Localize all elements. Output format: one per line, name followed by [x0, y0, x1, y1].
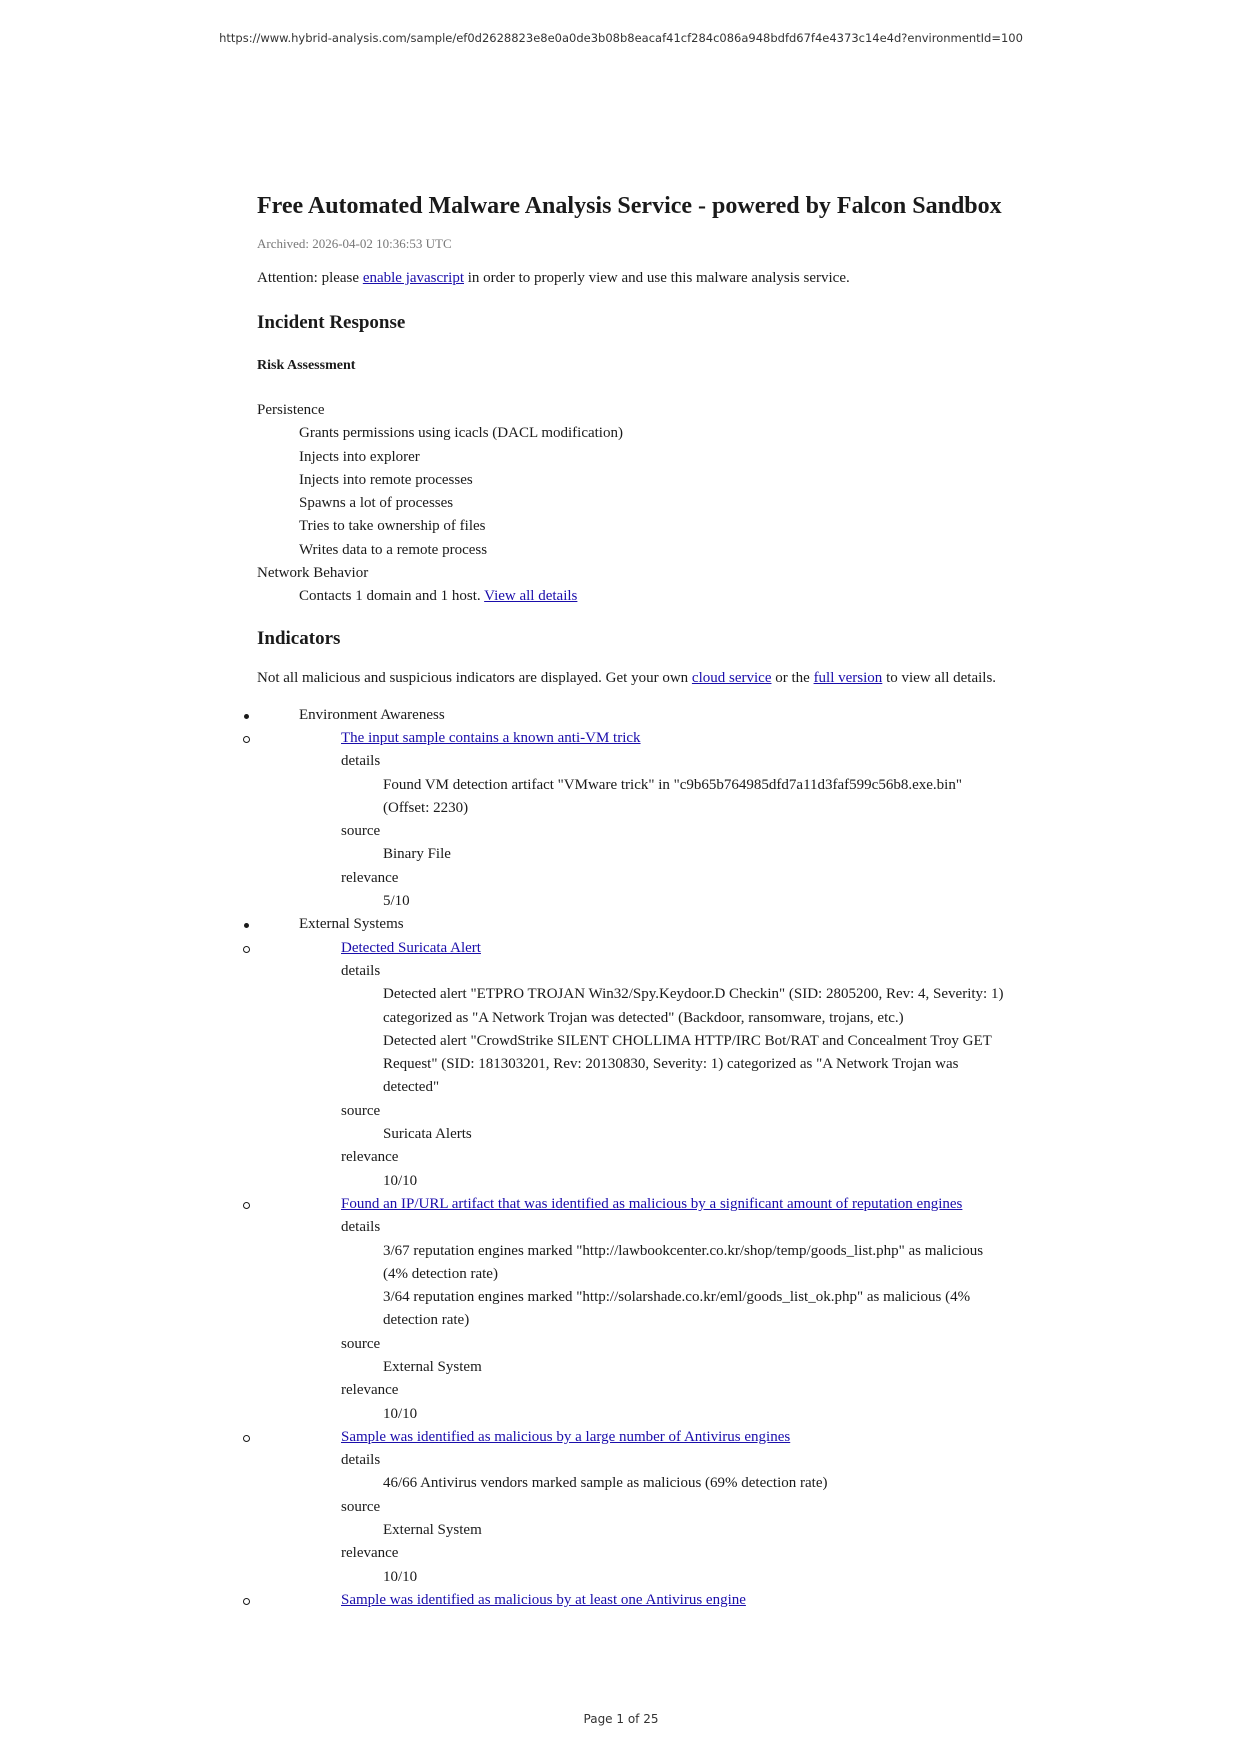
relevance-value: 10/10 [383, 1172, 418, 1189]
notice-suffix: in order to properly view and use this malware analysis service. [464, 270, 850, 286]
note-prefix: Not all malicious and suspicious indicators are displayed. Get your own [257, 669, 692, 686]
category-name: External Systems [299, 916, 404, 933]
print-header-url: https://www.hybrid-analysis.com/sample/ef0d2628823e8e0a0de3b08b8eacaf41cf284c086a948bdfd67f4e4373c14e4d?environmentId=100 [219, 31, 1023, 45]
indicator-title-link[interactable]: Found an IP/URL artifact that was identified as malicious by a significant amount of reputation engines [341, 1195, 963, 1212]
persistence-item: Injects into remote processes [299, 471, 473, 488]
source-value: External System [383, 1358, 482, 1375]
details-label: details [341, 1452, 381, 1469]
details-text: categorized as "A Network Trojan was detected" (Backdoor, ransomware, trojans, etc.) [383, 1009, 904, 1026]
persistence-label: Persistence [257, 402, 325, 418]
source-label: source [341, 1335, 381, 1352]
indicator-item [257, 1426, 1017, 1449]
persistence-item: Writes data to a remote process [299, 541, 488, 558]
category-item [257, 704, 1017, 727]
indicator-item [257, 1193, 1017, 1216]
cloud-service-link[interactable]: cloud service [691, 669, 772, 686]
indicator-item [257, 1589, 1017, 1612]
relevance-label: relevance [341, 1545, 399, 1562]
relevance-value: 10/10 [383, 1405, 418, 1422]
details-text: detected" [383, 1079, 440, 1096]
persistence-item: Spawns a lot of processes [299, 495, 454, 512]
category-item [257, 913, 1017, 936]
relevance-label: relevance [341, 869, 399, 886]
risk-assessment-heading: Risk Assessment [257, 358, 356, 373]
indicator-title-link[interactable]: The input sample contains a known anti-VM trick [341, 729, 641, 746]
relevance-label: relevance [341, 1382, 399, 1399]
source-value: Binary File [383, 846, 451, 863]
indicator-title-link[interactable]: Detected Suricata Alert [341, 939, 481, 956]
bullet-circle-icon [243, 1598, 250, 1605]
persistence-item: Grants permissions using icacls (DACL modification) [299, 425, 623, 442]
indicators-note [257, 668, 1017, 688]
source-label: source [341, 1102, 381, 1119]
bullet-circle-icon [243, 1435, 250, 1442]
note-middle: or the [771, 669, 814, 686]
details-text: Request" (SID: 181303201, Rev: 20130830, Severity: 1) categorized as "A Network Trojan was [383, 1056, 959, 1073]
details-text: Found VM detection artifact "VMware trick" in "c9b65b764985dfd7a11d3faf599c56b8.exe.bin" [383, 776, 962, 793]
details-label: details [341, 962, 381, 979]
network-behavior-label: Network Behavior [257, 565, 369, 582]
details-text: (Offset: 2230) [383, 799, 469, 816]
view-all-details-link[interactable]: View all details [484, 588, 578, 605]
notice-prefix: Attention: please [257, 270, 363, 286]
full-version-link[interactable]: full version [813, 669, 883, 686]
enable-javascript-link[interactable]: enable javascript [362, 270, 465, 286]
note-suffix: to view all details. [882, 669, 997, 686]
indicator-item [257, 937, 1017, 960]
persistence-item: Injects into explorer [299, 448, 420, 465]
persistence-item: Tries to take ownership of files [299, 518, 486, 535]
details-text: 3/64 reputation engines marked "http://solarshade.co.kr/eml/goods_list_ok.php" as malicious (4% [383, 1289, 971, 1306]
javascript-notice [257, 268, 1017, 288]
indicator-title-link[interactable]: Sample was identified as malicious by a large number of Antivirus engines [341, 1428, 791, 1445]
source-label: source [341, 1498, 381, 1515]
bullet-disc-icon [244, 714, 249, 719]
network-behavior-text: Contacts 1 domain and 1 host. [299, 588, 485, 605]
relevance-value: 10/10 [383, 1568, 418, 1585]
risk-assessment-list [257, 399, 1017, 609]
details-label: details [341, 1219, 381, 1236]
source-label: source [341, 823, 381, 840]
archived-timestamp: Archived: 2026-04-02 10:36:53 UTC [257, 236, 452, 251]
details-text: 46/66 Antivirus vendors marked sample as malicious (69% detection rate) [383, 1475, 828, 1492]
relevance-value: 5/10 [383, 893, 410, 910]
details-text: detection rate) [383, 1312, 470, 1329]
indicators-list [257, 704, 1017, 1613]
bullet-circle-icon [243, 1202, 250, 1209]
details-text: Detected alert "CrowdStrike SILENT CHOLLIMA HTTP/IRC Bot/RAT and Concealment Troy GET [383, 1032, 992, 1049]
indicators-heading: Indicators [257, 627, 341, 649]
network-behavior-item [257, 585, 1017, 608]
source-value: External System [383, 1522, 482, 1539]
details-text: 3/67 reputation engines marked "http://lawbookcenter.co.kr/shop/temp/goods_list.php" as malicious [383, 1242, 984, 1259]
details-label: details [341, 753, 381, 770]
main-content [257, 190, 1017, 1612]
details-text: (4% detection rate) [383, 1265, 498, 1282]
page-title: Free Automated Malware Analysis Service - powered by Falcon Sandbox [257, 193, 1002, 219]
relevance-label: relevance [341, 1149, 399, 1166]
source-value: Suricata Alerts [383, 1126, 472, 1143]
category-name: Environment Awareness [299, 706, 445, 723]
bullet-circle-icon [243, 736, 250, 743]
indicator-item [257, 727, 1017, 750]
details-text: Detected alert "ETPRO TROJAN Win32/Spy.Keydoor.D Checkin" (SID: 2805200, Rev: 4, Severity: 1) [383, 986, 1004, 1003]
page-number: Page 1 of 25 [583, 1712, 659, 1726]
bullet-circle-icon [243, 946, 250, 953]
bullet-disc-icon [244, 923, 249, 928]
incident-response-heading: Incident Response [257, 312, 406, 333]
indicator-title-link[interactable]: Sample was identified as malicious by at least one Antivirus engine [341, 1591, 746, 1608]
